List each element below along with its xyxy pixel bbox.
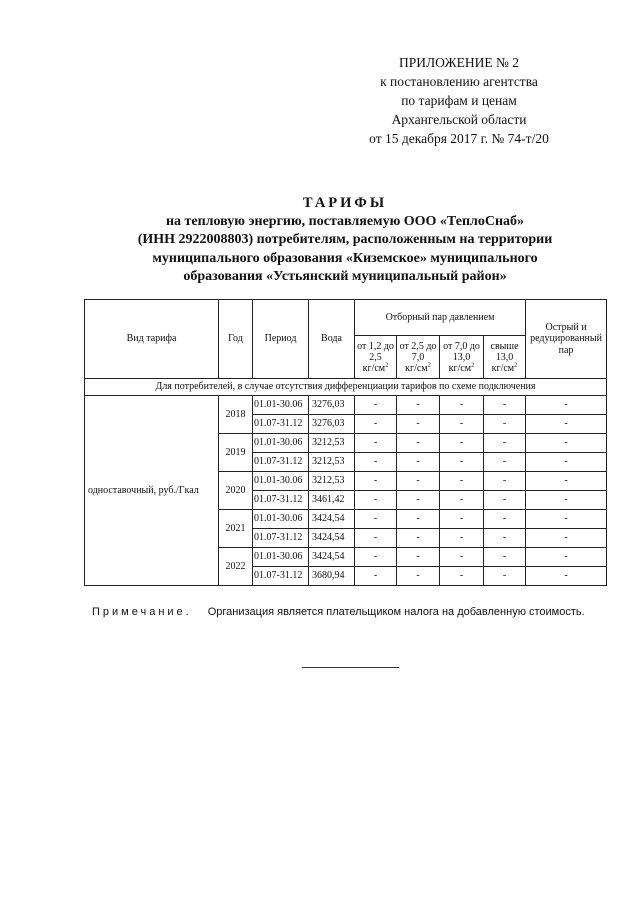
water-cell: 3680,94 (309, 567, 355, 586)
year-cell: 2019 (219, 434, 253, 472)
appendix-line: ПРИЛОЖЕНИЕ № 2 (398, 55, 520, 70)
water-cell: 3276,03 (309, 415, 355, 434)
title-line: образования «Устьянский муниципальный район» (183, 269, 507, 284)
pressure-4-cell: - (484, 415, 526, 434)
pressure-2-cell: - (397, 396, 440, 415)
period-cell: 01.01-30.06 (253, 510, 309, 529)
pressure-3-cell: - (440, 529, 484, 548)
header-sharp-steam: Острый и редуцированный пар (526, 300, 607, 379)
pressure-2-cell: - (397, 434, 440, 453)
pressure-3-cell: - (440, 396, 484, 415)
pressure-2-cell: - (397, 510, 440, 529)
pressure-4-cell: - (484, 453, 526, 472)
pressure-4-cell: - (484, 434, 526, 453)
table-row (85, 396, 607, 415)
pressure-3-cell: - (440, 567, 484, 586)
pressure-4-cell: - (484, 529, 526, 548)
pressure-1-cell: - (355, 434, 397, 453)
period-cell: 01.07-31.12 (253, 491, 309, 510)
title-line: муниципального образования «Киземское» муниципального (152, 250, 538, 266)
note (92, 606, 612, 618)
closing-rule (302, 667, 399, 668)
period-cell: 01.01-30.06 (253, 434, 309, 453)
pressure-4-cell: - (484, 472, 526, 491)
pressure-1-cell: - (355, 491, 397, 510)
year-cell: 2018 (219, 396, 253, 434)
header-pressure-4: свыше 13,0 $кг/см^2$ (484, 336, 526, 379)
water-cell: 3424,54 (309, 510, 355, 529)
sharp-steam-cell: - (526, 472, 607, 491)
appendix-line: Архангельской области (391, 112, 527, 127)
header-year: Год (219, 300, 253, 379)
period-cell: 01.01-30.06 (253, 472, 309, 491)
pressure-2-cell: - (397, 548, 440, 567)
period-cell: 01.07-31.12 (253, 415, 309, 434)
sharp-steam-cell: - (526, 510, 607, 529)
pressure-4-cell: - (484, 567, 526, 586)
pressure-3-cell: - (440, 453, 484, 472)
sharp-steam-cell: - (526, 548, 607, 567)
pressure-4-cell: - (484, 491, 526, 510)
water-cell: 3276,03 (309, 396, 355, 415)
pressure-2-cell: - (397, 491, 440, 510)
pressure-1-cell: - (355, 396, 397, 415)
pressure-2-cell: - (397, 472, 440, 491)
sharp-steam-cell: - (526, 434, 607, 453)
pressure-1-cell: - (355, 415, 397, 434)
appendix-line: от 15 декабря 2017 г. № 74-т/20 (369, 131, 549, 146)
pressure-1-cell: - (355, 548, 397, 567)
pressure-1-cell: - (355, 567, 397, 586)
year-cell: 2020 (219, 472, 253, 510)
section-row (85, 379, 607, 396)
pressure-3-cell: - (440, 510, 484, 529)
title-line: (ИНН 2922008803) потребителям, расположенным на территории (137, 232, 553, 247)
pressure-4-cell: - (484, 548, 526, 567)
appendix-line: по тарифам и ценам (401, 93, 517, 108)
sharp-steam-cell: - (526, 529, 607, 548)
pressure-1-cell: - (355, 472, 397, 491)
sharp-steam-cell: - (526, 453, 607, 472)
pressure-2-cell: - (397, 453, 440, 472)
year-cell: 2022 (219, 548, 253, 586)
pressure-3-cell: - (440, 434, 484, 453)
header-pressure-1: от 1,2 до 2,5 $кг/см^2$ (355, 336, 397, 379)
appendix-block (340, 53, 578, 148)
pressure-1-cell: - (355, 510, 397, 529)
pressure-1-cell: - (355, 529, 397, 548)
sharp-steam-cell: - (526, 491, 607, 510)
water-cell: 3212,53 (309, 434, 355, 453)
period-cell: 01.01-30.06 (253, 548, 309, 567)
water-cell: 3424,54 (309, 548, 355, 567)
header-pressure-2: от 2,5 до 7,0 $кг/см^2$ (397, 336, 440, 379)
pressure-2-cell: - (397, 415, 440, 434)
document-title (86, 194, 604, 287)
pressure-4-cell: - (484, 396, 526, 415)
water-cell: 3424,54 (309, 529, 355, 548)
pressure-3-cell: - (440, 415, 484, 434)
period-cell: 01.07-31.12 (253, 453, 309, 472)
note-label: Примечание. (92, 606, 192, 618)
sharp-steam-cell: - (526, 567, 607, 586)
section-title: Для потребителей, в случае отсутствия дифференциации тарифов по схеме подключения (85, 379, 607, 396)
header-row (85, 300, 607, 336)
sharp-steam-cell: - (526, 415, 607, 434)
header-period: Период (253, 300, 309, 379)
tariff-table (84, 299, 607, 586)
title-heading: ТАРИФЫ (302, 195, 388, 211)
water-cell: 3212,53 (309, 453, 355, 472)
pressure-2-cell: - (397, 567, 440, 586)
pressure-3-cell: - (440, 472, 484, 491)
sharp-steam-cell: - (526, 396, 607, 415)
period-cell: 01.07-31.12 (253, 529, 309, 548)
pressure-2-cell: - (397, 529, 440, 548)
water-cell: 3461,42 (309, 491, 355, 510)
note-text: Организация является плательщиком налога на добавленную стоимость. (207, 606, 585, 618)
appendix-line: к постановлению агентства (380, 74, 538, 89)
header-water: Вода (309, 300, 355, 379)
pressure-3-cell: - (440, 491, 484, 510)
header-pressure-3: от 7,0 до 13,0 $кг/см^2$ (440, 336, 484, 379)
header-selected-steam: Отборный пар давлением (355, 300, 526, 336)
title-line: на тепловую энергию, поставляемую ООО «ТеплоСнаб» (165, 213, 525, 229)
period-cell: 01.07-31.12 (253, 567, 309, 586)
period-cell: 01.01-30.06 (253, 396, 309, 415)
tariff-name-cell: одноставочный, руб./Гкал (85, 396, 219, 586)
pressure-3-cell: - (440, 548, 484, 567)
pressure-4-cell: - (484, 510, 526, 529)
header-tariff-type: Вид тарифа (85, 300, 219, 379)
water-cell: 3212,53 (309, 472, 355, 491)
pressure-1-cell: - (355, 453, 397, 472)
year-cell: 2021 (219, 510, 253, 548)
